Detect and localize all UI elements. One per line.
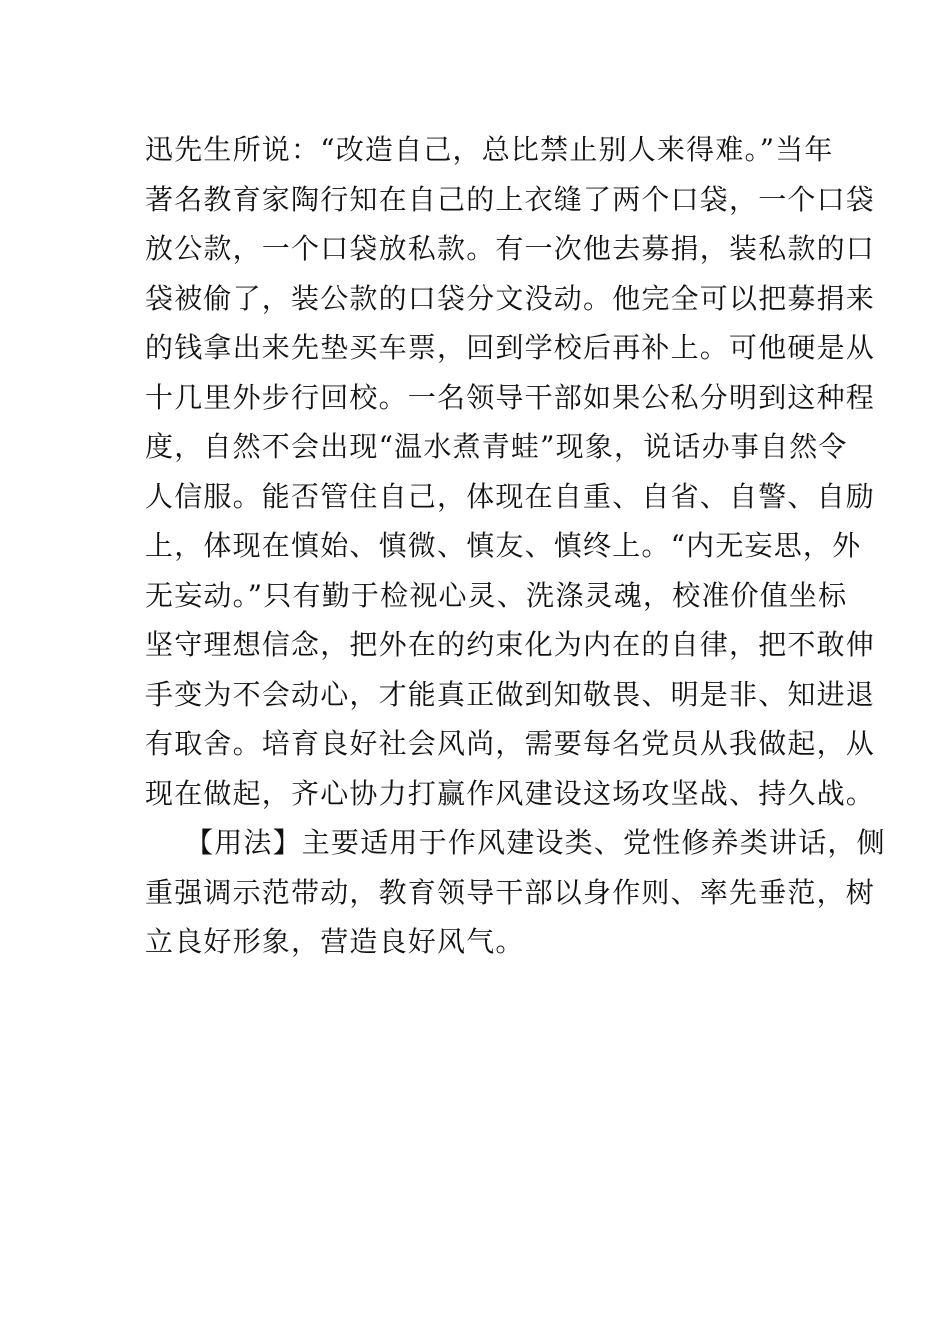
text-line: 迅先生所说：“改造自己，总比禁止别人来得难。”当年 — [145, 133, 834, 166]
text-line: 有取舍。培育良好社会风尚，需要每名党员从我做起，从 — [145, 727, 876, 760]
text-line: 上，体现在慎始、慎微、慎友、慎终上。“内无妄思，外 — [145, 529, 862, 562]
text-line: 度，自然不会出现“温水煮青蛙”现象，说话办事自然令 — [145, 430, 848, 463]
text-line: 袋被偷了，装公款的口袋分文没动。他完全可以把募捐来 — [145, 281, 876, 315]
text-line: 重强调示范带动，教育领导干部以身作则、率先垂范，树 — [145, 875, 876, 909]
text-line: 著名教育家陶行知在自己的上衣缝了两个口袋，一个口袋 — [145, 182, 876, 216]
text-line: 坚守理想信念，把外在的约束化为内在的自律，把不敢伸 — [145, 628, 876, 661]
text-line: 现在做起，齐心协力打赢作风建设这场攻坚战、持久战。 — [145, 776, 876, 810]
text-line: 放公款，一个口袋放私款。有一次他去募捐，装私款的口 — [145, 232, 876, 265]
paragraph-lu-xun-quote — [145, 125, 876, 818]
text-line: 无妄动。”只有勤于检视心灵、洗涤灵魂，校准价值坐标 — [145, 578, 848, 612]
text-line: 十几里外步行回校。一名领导干部如果公私分明到这种程 — [145, 380, 876, 414]
document-body — [145, 125, 886, 967]
paragraph-usage — [145, 818, 886, 967]
text-line: 的钱拿出来先垫买车票，回到学校后再补上。可他硬是从 — [145, 331, 876, 364]
text-line: 【用法】主要适用于作风建设类、党性修养类讲话，侧 — [185, 826, 886, 859]
text-line: 人信服。能否管住自己，体现在自重、自省、自警、自励 — [145, 479, 876, 513]
text-line: 立良好形象，营造良好风气。 — [145, 925, 525, 958]
text-line: 手变为不会动心，才能真正做到知敬畏、明是非、知进退 — [145, 677, 876, 711]
